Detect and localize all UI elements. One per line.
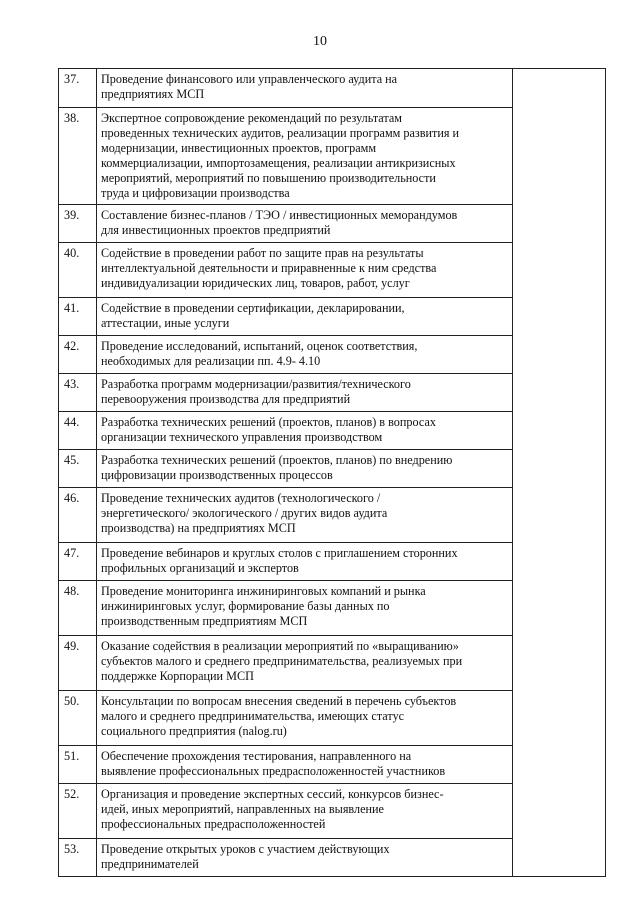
table-row — [59, 69, 606, 108]
description-line: Содействие в проведении работ по защите прав на результаты — [101, 246, 424, 260]
description-line: необходимых для реализации пп. 4.9- 4.10 — [101, 354, 321, 368]
row-description — [97, 412, 513, 450]
description-line: организации технического управления производством — [101, 430, 383, 444]
description-line: предпринимателей — [101, 857, 199, 871]
row-description — [97, 450, 513, 488]
description-line: Проведение мониторинга инжиниринговых компаний и рынка — [101, 584, 426, 598]
description-line: профильных организаций и экспертов — [101, 561, 299, 575]
services-table-body — [59, 69, 606, 877]
description-line: Проведение технических аудитов (технологического / — [101, 491, 381, 505]
page-number: 10 — [313, 34, 327, 49]
description-line: модернизации, инвестиционных проектов, программ — [101, 141, 377, 155]
description-line: энергетического/ экологического / других видов аудита — [101, 506, 388, 520]
description-line: Разработка программ модернизации/развития/технического — [101, 377, 411, 391]
row-description — [97, 636, 513, 691]
row-number: 52. — [59, 784, 97, 839]
description-line: Проведение исследований, испытаний, оценок соответствия, — [101, 339, 418, 353]
description-line: производства) на предприятиях МСП — [101, 521, 296, 535]
description-line: инжиниринговых услуг, формирование базы данных по — [101, 599, 390, 613]
row-description — [97, 488, 513, 543]
description-line: Оказание содействия в реализации мероприятий по «выращиванию» — [101, 639, 459, 653]
description-line: коммерциализации, импортозамещения, реализации антикризисных — [101, 156, 456, 170]
description-line: Составление бизнес-планов / ТЭО / инвестиционных меморандумов — [101, 208, 458, 222]
row-description — [97, 784, 513, 839]
row-number: 44. — [59, 412, 97, 450]
description-line: Экспертное сопровождение рекомендаций по результатам — [101, 111, 402, 125]
row-description — [97, 108, 513, 205]
description-line: Консультации по вопросам внесения сведений в перечень субъектов — [101, 694, 457, 708]
row-number: 50. — [59, 691, 97, 746]
row-description — [97, 243, 513, 298]
row-description — [97, 581, 513, 636]
description-line: Содействие в проведении сертификации, декларировании, — [101, 301, 405, 315]
row-description — [97, 205, 513, 243]
services-table — [58, 68, 606, 877]
description-line: проведенных технических аудитов, реализации программ развития и — [101, 126, 460, 140]
description-line: Проведение открытых уроков с участием действующих — [101, 842, 390, 856]
description-line: Проведение финансового или управленческого аудита на — [101, 72, 398, 86]
description-line: Обеспечение прохождения тестирования, направленного на — [101, 749, 412, 763]
row-number: 40. — [59, 243, 97, 298]
row-description — [97, 839, 513, 877]
description-line: труда и цифровизации производства — [101, 186, 290, 200]
row-description — [97, 298, 513, 336]
row-description — [97, 336, 513, 374]
description-line: перевооружения производства для предприятий — [101, 392, 351, 406]
row-description — [97, 691, 513, 746]
row-number: 47. — [59, 543, 97, 581]
row-number: 48. — [59, 581, 97, 636]
row-number: 51. — [59, 746, 97, 784]
row-description — [97, 543, 513, 581]
description-line: Организация и проведение экспертных сессий, конкурсов бизнес- — [101, 787, 444, 801]
row-number: 38. — [59, 108, 97, 205]
row-description — [97, 374, 513, 412]
description-line: идей, иных мероприятий, направленных на выявление — [101, 802, 384, 816]
row-number: 37. — [59, 69, 97, 108]
description-line: мероприятий, мероприятий по повышению производительности — [101, 171, 436, 185]
description-line: цифровизации производственных процессов — [101, 468, 333, 482]
description-line: профессиональных предрасположенностей — [101, 817, 326, 831]
row-number: 46. — [59, 488, 97, 543]
description-line: предприятиях МСП — [101, 87, 205, 101]
row-number: 41. — [59, 298, 97, 336]
description-line: производственным предприятиям МСП — [101, 614, 308, 628]
description-line: Разработка технических решений (проектов, планов) в вопросах — [101, 415, 436, 429]
empty-column-cell — [513, 69, 606, 877]
description-line: аттестации, иные услуги — [101, 316, 230, 330]
description-line: социального предприятия (nalog.ru) — [101, 724, 287, 738]
description-line: Проведение вебинаров и круглых столов с приглашением сторонних — [101, 546, 458, 560]
description-line: интеллектуальной деятельности и приравненные к ним средства — [101, 261, 437, 275]
description-line: малого и среднего предпринимательства, имеющих статус — [101, 709, 405, 723]
description-line: выявление профессиональных предрасположенностей участников — [101, 764, 446, 778]
row-number: 45. — [59, 450, 97, 488]
row-number: 49. — [59, 636, 97, 691]
row-description — [97, 69, 513, 108]
description-line: индивидуализации юридических лиц, товаров, работ, услуг — [101, 276, 410, 290]
description-line: поддержке Корпорации МСП — [101, 669, 254, 683]
row-number: 42. — [59, 336, 97, 374]
row-description — [97, 746, 513, 784]
description-line: для инвестиционных проектов предприятий — [101, 223, 331, 237]
row-number: 53. — [59, 839, 97, 877]
row-number: 43. — [59, 374, 97, 412]
description-line: Разработка технических решений (проектов, планов) по внедрению — [101, 453, 453, 467]
row-number: 39. — [59, 205, 97, 243]
description-line: субъектов малого и среднего предпринимательства, реализуемых при — [101, 654, 463, 668]
